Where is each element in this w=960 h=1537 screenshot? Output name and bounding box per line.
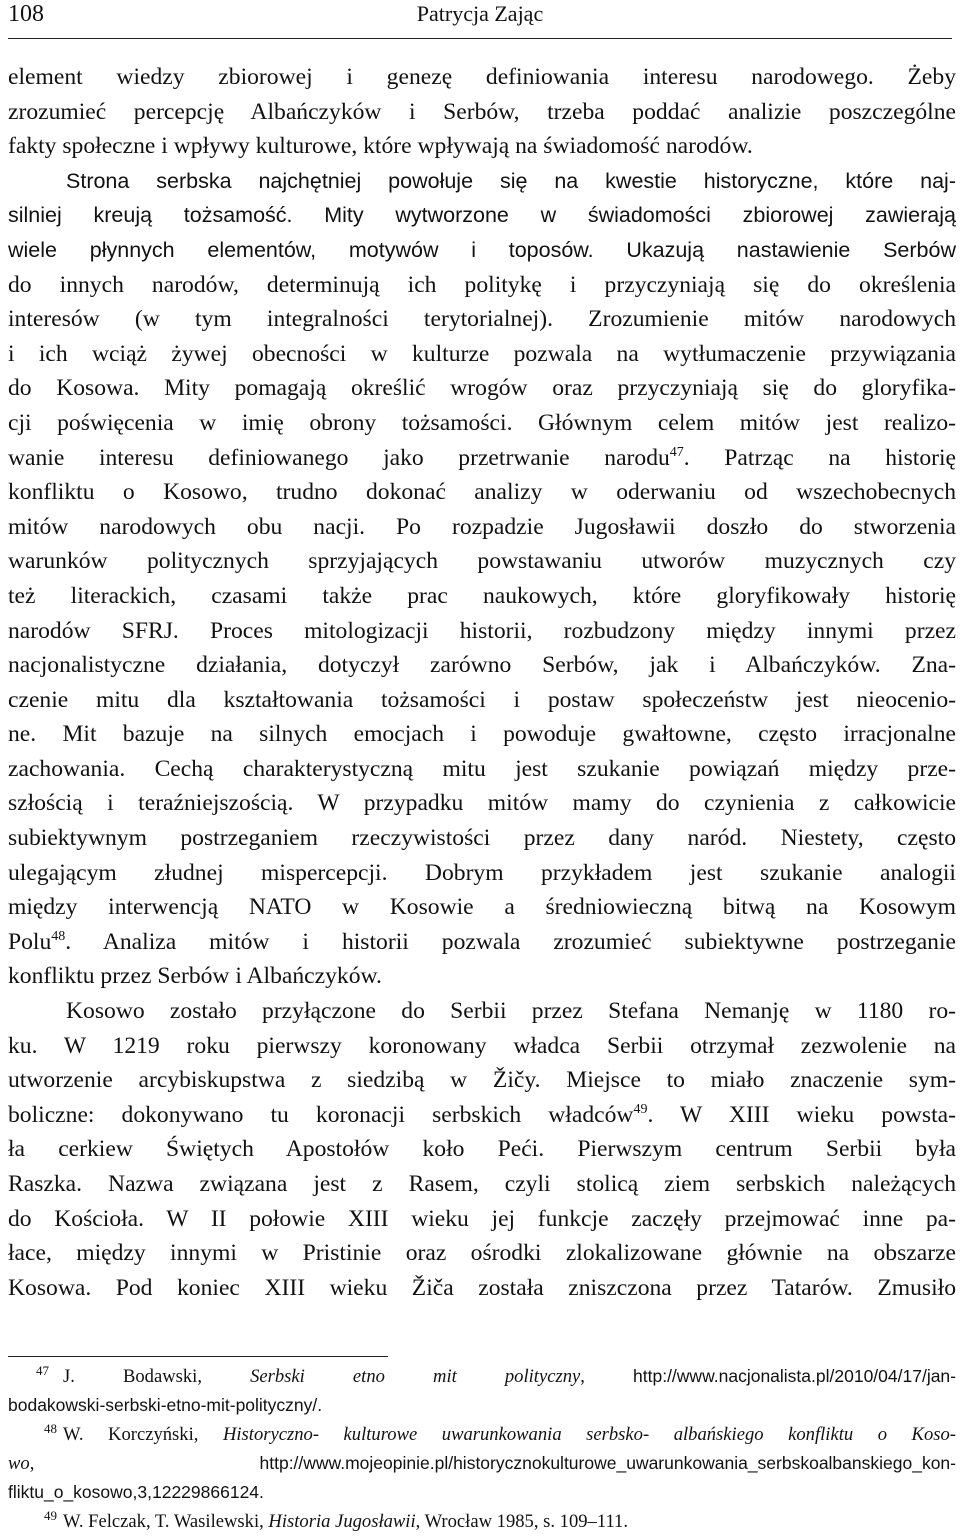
text-segment: boliczne: dokonywano tu koronacji serbskich władców — [8, 1101, 634, 1128]
footnote-rest: , Wrocław 1985, s. 109–111. — [415, 1511, 629, 1532]
text-line: subiektywnym postrzeganiem rzeczywistości przez dany naród. Niestety, często — [8, 825, 956, 852]
text-line: Kosowo zostało przyłączone do Serbii przez Stefana Nemanję w 1180 ro- — [66, 998, 956, 1025]
text-segment: wanie interesu definiowanego jako przetrwanie narodu — [8, 444, 670, 471]
running-head-author: Patrycja Zając — [416, 1, 544, 26]
footnote-48 — [8, 1420, 956, 1449]
text-line: wiele płynnych elementów, motywów i toposów. Ukazują nastawienie Serbów — [8, 237, 956, 262]
header-rule — [8, 38, 952, 39]
text-line — [8, 925, 956, 960]
text-line: Raszka. Nazwa związana jest z Rasem, czyli stolicą ziem serbskich należących — [8, 1171, 956, 1197]
text-line: łace, między innymi w Pristinie oraz ośrodki zlokalizowane głównie na obszarze — [8, 1240, 956, 1267]
footnote-title: Historyczno- kulturowe uwarunkowania serbsko- albańskiego konfliktu o Koso- — [222, 1424, 956, 1445]
text-line: czenie mitu dla kształtowania tożsamości i postaw społeczeństw jest nieoceniо- — [8, 686, 956, 713]
text-line — [8, 441, 956, 476]
text-line: silniej kreują tożsamość. Mity wytworzone w świadomości zbiorowej zawierają — [8, 203, 956, 228]
text-segment: Polu — [8, 928, 52, 955]
footnote-number: 47 — [36, 1362, 49, 1378]
footnote-author: J. Bodawski, — [63, 1366, 202, 1387]
text-line: mitów narodowych obu nacji. Po rozpadzie Jugosławii doszło do stworzenia — [8, 513, 956, 540]
text-line: konfliktu o Kosowo, trudno dokonać analizy w oderwaniu od wszechobecnych — [8, 479, 956, 506]
text-line: i ich wciąż żywej obecności w kulturze pozwala na wytłumaczenie przywiązania — [8, 340, 956, 367]
text-line: też literackich, czasami także prac naukowych, które gloryfikowały historię — [8, 582, 956, 609]
footnote-link[interactable]: bodakowski-serbski-etno-mit-polityczny/. — [8, 1395, 323, 1415]
footnote-title: wo — [8, 1453, 30, 1474]
footnote-number: 48 — [44, 1420, 57, 1436]
footnote-author: W. Korczyński, — [63, 1424, 199, 1445]
footnote-author: W. Felczak, T. Wasilewski, — [63, 1511, 264, 1532]
footnote-48-cont: wo, http://www.mojeopinie.pl/historycznokulturowe_uwarunkowania_serbskoalbanskiego_kon- — [8, 1453, 956, 1474]
text-line: do Kościoła. W II połowie XIII wieku jej funkcje zaczęły przejmować inne pa- — [8, 1205, 956, 1232]
footnote-separator — [8, 1356, 388, 1357]
text-line: konfliktu przez Serbów i Albańczyków. — [8, 963, 382, 990]
text-line: Kosowa. Pod koniec XIII wieku Žiča została zniszczona przez Tatarów. Zmusiło — [8, 1274, 956, 1301]
footnote-ref-48[interactable]: 48 — [51, 928, 66, 944]
text-line: narodów SFRJ. Proces mitologizacji historii, rozbudzony między innymi przez — [8, 617, 956, 644]
footnote-49 — [8, 1507, 956, 1536]
footnote-number: 49 — [44, 1507, 57, 1523]
text-segment: . Patrząc na historię — [683, 444, 956, 471]
text-line: nacjonalistyczne działania, dotyczył zarówno Serbów, jak i Albańczyków. Zna- — [8, 652, 956, 679]
text-segment: . W XIII wieku powsta- — [647, 1101, 956, 1128]
footnote-47-cont — [8, 1391, 956, 1420]
page-header — [8, 0, 952, 36]
footnote-link[interactable]: http://www.nacjonalista.pl/2010/04/17/jan- — [633, 1366, 956, 1386]
text-line: interesów (w tym integralności terytorialnej). Zrozumienie mitów narodowych — [8, 306, 956, 333]
text-line: szłością i teraźniejszością. W przypadku mitów mamy do czynienia z całkowicie — [8, 790, 956, 817]
text-segment: . Analiza mitów i historii pozwala zrozumieć subiektywne postrzeganie — [65, 928, 956, 955]
text-line: zachowania. Cechą charakterystyczną mitu jest szukanie powiązań między prze- — [8, 755, 956, 782]
footnote-title: Serbski etno mit polityczny — [250, 1366, 581, 1387]
text-line: ła cerkiew Świętych Apostołów koło Peći. Pierwszym centrum Serbii była — [8, 1136, 956, 1163]
text-line: Strona serbska najchętniej powołuje się na kwestie historyczne, które naj- — [66, 168, 956, 193]
footnote-title: Historia Jugosławii — [268, 1511, 416, 1532]
footnote-48-cont — [8, 1478, 956, 1507]
text-line: ne. Mit bazuje na silnych emocjach i powoduje gwałtowne, często irracjonalne — [8, 721, 956, 748]
footnote-link[interactable]: fliktu_o_kosowo,3,12229866124. — [8, 1482, 264, 1502]
text-line: fakty społeczne i wpływy kulturowe, które wpływają na świadomość narodów. — [8, 133, 753, 160]
text-line: cji poświęcenia w imię obrony tożsamości. Głównym celem mitów jest realizo- — [8, 409, 956, 436]
text-line: ulegającym złudnej mispercepcji. Dobrym przykładem jest szukanie analogii — [8, 859, 956, 886]
text-line: ku. W 1219 roku pierwszy koronowany władca Serbii otrzymał zezwolenie na — [8, 1032, 956, 1059]
text-line: utworzenie arcybiskupstwa z siedzibą w Žičy. Miejsce to miało znaczenie sym- — [8, 1067, 956, 1094]
text-line: do Kosowa. Mity pomagają określić wrogów oraz przyczyniają się do gloryfika- — [8, 375, 956, 402]
text-line: między interwencją NATO w Kosowie a średniowieczną bitwą na Kosowym — [8, 894, 956, 921]
text-line: zrozumieć percepcję Albańczyków i Serbów, trzeba poddać analizie poszczególne — [8, 98, 956, 125]
text-line — [8, 1098, 956, 1133]
footnote-47: $^{47}$ J. Bodawski, Serbski etno mit polityczny, http://www.nacjonalista.pl/2010/04/17/jan- — [36, 1362, 956, 1387]
footnote-link[interactable]: http://www.mojeopinie.pl/historycznokulturowe_uwarunkowania_serbskoalbanskiego_kon- — [259, 1453, 956, 1473]
footnote-ref-47[interactable]: 47 — [669, 444, 684, 460]
text-line: element wiedzy zbiorowej i genezę definiowania interesu narodowego. Żeby — [8, 64, 956, 90]
footnotes — [8, 1362, 956, 1536]
text-line: do innych narodów, determinują ich politykę i przyczyniają się do określenia — [8, 271, 956, 298]
footnote-ref-49[interactable]: 49 — [633, 1101, 648, 1117]
page-number: 108 — [8, 1, 44, 27]
main-text — [8, 60, 956, 1305]
text-line: warunków politycznych sprzyjających powstawaniu utworów muzycznych czy — [8, 548, 956, 575]
